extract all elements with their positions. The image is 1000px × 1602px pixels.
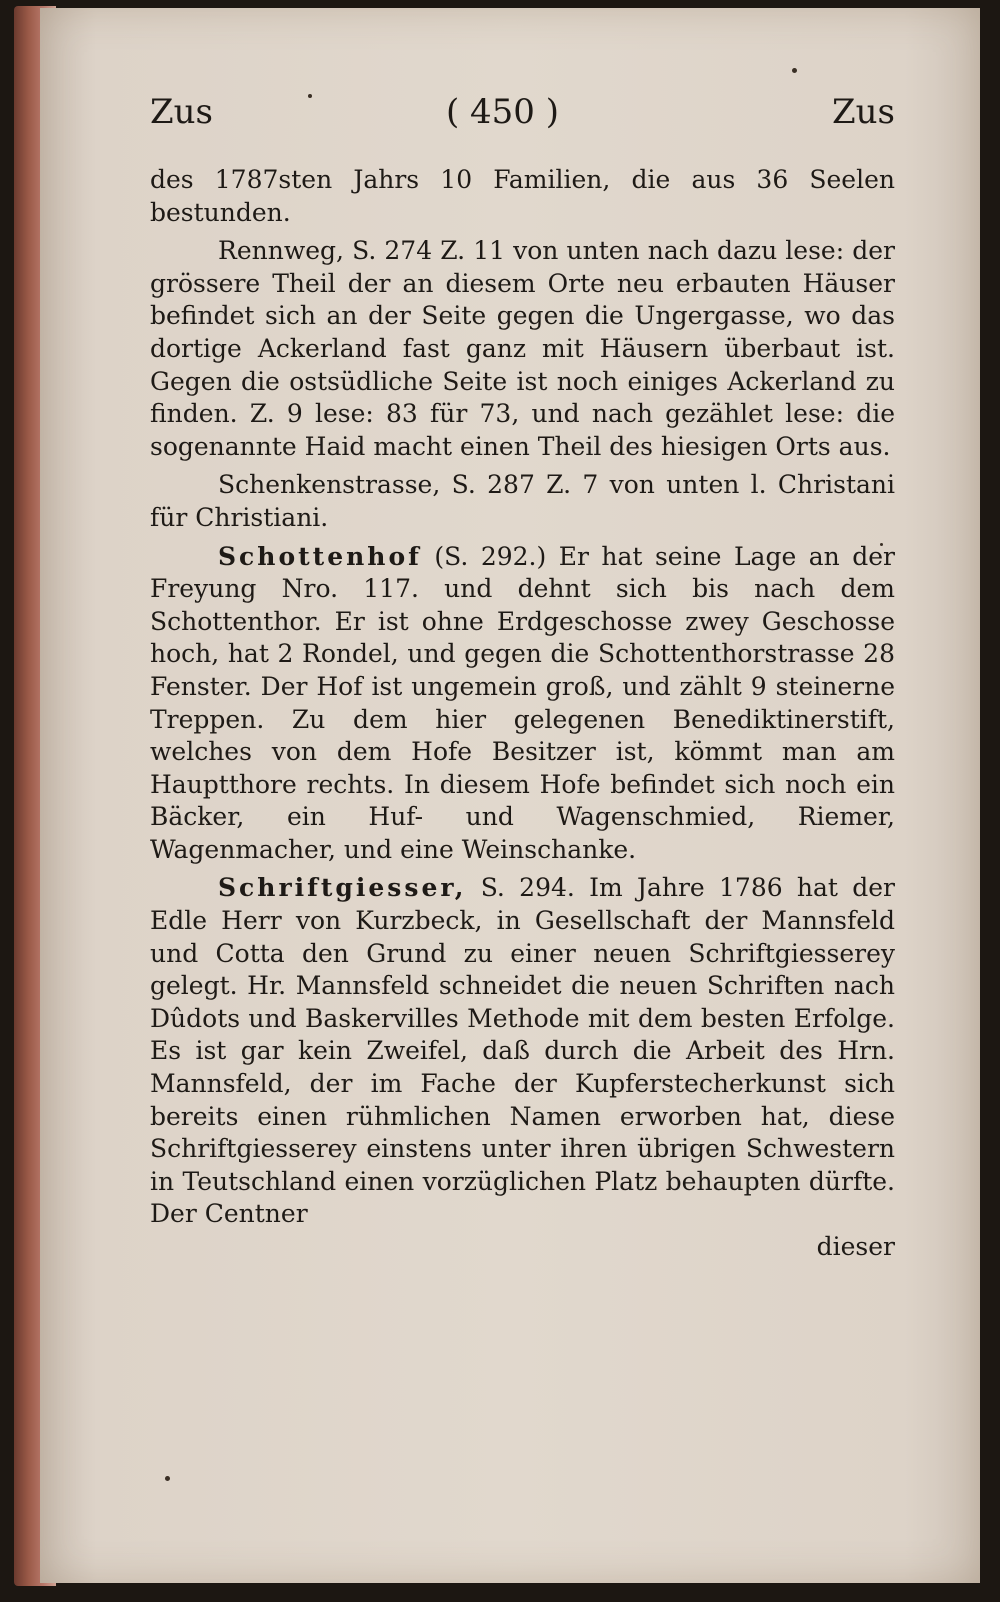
catchword: dieser	[816, 1232, 895, 1261]
paragraph-text: S. 274 Z. 11 von unten nach dazu lese: der grössere Theil der an diesem Orte neu erbauten Häuser befindet sich an der Seite gegen die Ungergasse, wo das dortige Ackerland fast ganz mit Häusern überbaut ist. Gegen die ostsüdliche Seite ist noch einiges Ackerland zu finden. Z. 9 lese: 83 für 73, und nach gezählet lese: die sogenannte Haid macht einen Theil des hiesigen Orts aus.	[150, 236, 895, 461]
entry-keyword: Schottenhof	[218, 541, 422, 571]
paragraph-rennweg	[150, 235, 895, 463]
paragraph-text: S. 287 Z. 7 von unten l. Christani für Christiani.	[150, 470, 895, 532]
paragraph-text: (S. 292.) Er hat seine Lage an der Freyung Nro. 117. und dehnt sich bis nach dem Schottenthor. Er ist ohne Erdgeschosse zwey Geschosse hoch, hat 2 Rondel, und gegen die Schottenthorstrasse 28 Fenster. Der Hof ist ungemein groß, und zählt 9 steinerne Treppen. Zu dem hier gelegenen Benediktinerstift, welches von dem Hofe Besitzer ist, kömmt man am Hauptthore rechts. In diesem Hofe befindet sich noch ein Bäcker, ein Huf- und Wagenschmied, Riemer, Wagenmacher, und eine Weinschanke.	[150, 541, 895, 864]
page-number: ( 450 )	[445, 92, 560, 132]
paragraph-schriftgiesser	[150, 872, 895, 1231]
paragraph-continuation	[150, 164, 895, 229]
running-header	[150, 92, 895, 164]
entry-keyword: Schriftgiesser,	[218, 873, 467, 903]
ink-speck	[165, 1476, 170, 1481]
paragraph-text: S. 294. Im Jahre 1786 hat der Edle Herr von Kurzbeck, in Gesellschaft der Mannsfeld und Cotta den Grund zu einer neuen Schriftgiesserey gelegt. Hr. Mannsfeld schneidet die neuen Schriften nach Dûdots und Baskervilles Methode mit dem besten Erfolge. Es ist gar kein Zweifel, daß durch die Arbeit des Hrn. Mannsfeld, der im Fache der Kupferstecherkunst sich bereits einen rühmlichen Namen erworben hat, diese Schriftgiesserey einstens unter ihren übrigen Schwestern in Teutschland einen vorzüglichen Platz behaupten dürfte. Der Centner	[150, 873, 895, 1229]
ink-speck	[792, 68, 797, 73]
paragraph-text: des 1787sten Jahrs 10 Familien, die aus 36 Seelen bestunden.	[150, 165, 895, 227]
entry-keyword: Schenkenstrasse,	[218, 470, 441, 500]
paragraph-schottenhof	[150, 541, 895, 867]
text-block	[150, 92, 895, 1263]
header-right-word: Zus	[832, 92, 895, 132]
body-text	[150, 164, 895, 1231]
paragraph-schenkenstrasse	[150, 469, 895, 534]
entry-keyword: Rennweg,	[218, 236, 344, 266]
header-left-word: Zus	[150, 92, 213, 132]
